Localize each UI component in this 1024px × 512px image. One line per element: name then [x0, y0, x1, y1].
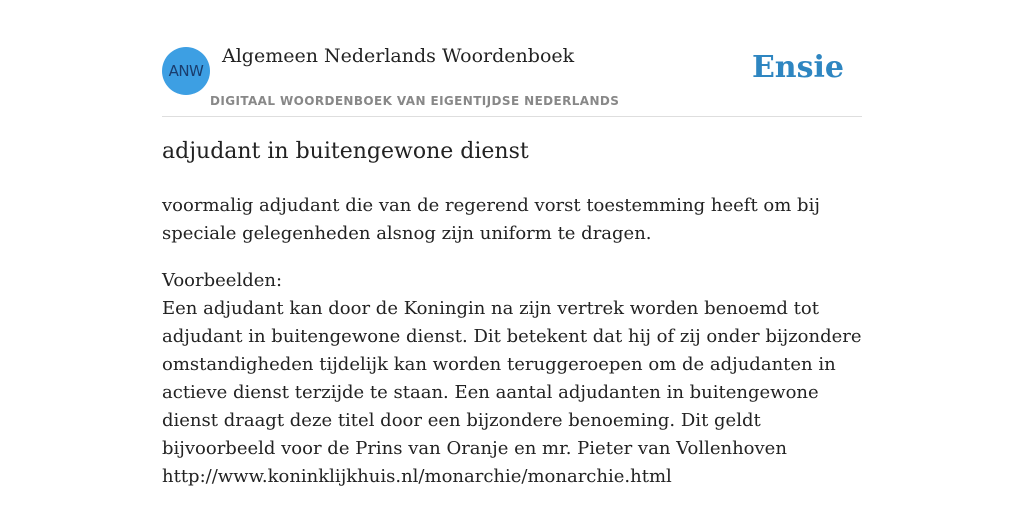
- header: [162, 0, 862, 117]
- entry-headword: adjudant in buitengewone dienst: [162, 139, 529, 164]
- source-url: http://www.koninklijkhuis.nl/monarchie/monarchie.html: [162, 466, 672, 487]
- site-title[interactable]: Algemeen Nederlands Woordenboek: [222, 45, 575, 67]
- ensie-brand-logo[interactable]: Ensie: [751, 50, 844, 85]
- site-subtitle: DIGITAAL WOORDENBOEK VAN EIGENTIJDSE NEDERLANDS: [210, 94, 620, 108]
- entry-definition: voormalig adjudant die van de regerend vorst toestemming heeft om bij speciale gelegenheden alsnog zijn uniform te dragen.: [162, 195, 820, 244]
- page: [162, 0, 862, 512]
- example-text: Een adjudant kan door de Koningin na zijn vertrek worden benoemd tot adjudant in buitengewone dienst. Dit betekent dat hij of zij onder bijzondere omstandigheden tijdelijk kan worden teruggeroepen om de adjudanten in actieve dienst terzijde te staan. Een aantal adjudanten in buitengewone dienst draagt deze titel door een bijzondere benoeming. Dit geldt bijvoorbeeld voor de Prins van Oranje en mr. Pieter van Vollenhoven: [162, 298, 862, 459]
- anw-logo[interactable]: ANW: [162, 47, 210, 95]
- entry-examples: [162, 267, 862, 491]
- examples-label: Voorbeelden:: [162, 270, 283, 291]
